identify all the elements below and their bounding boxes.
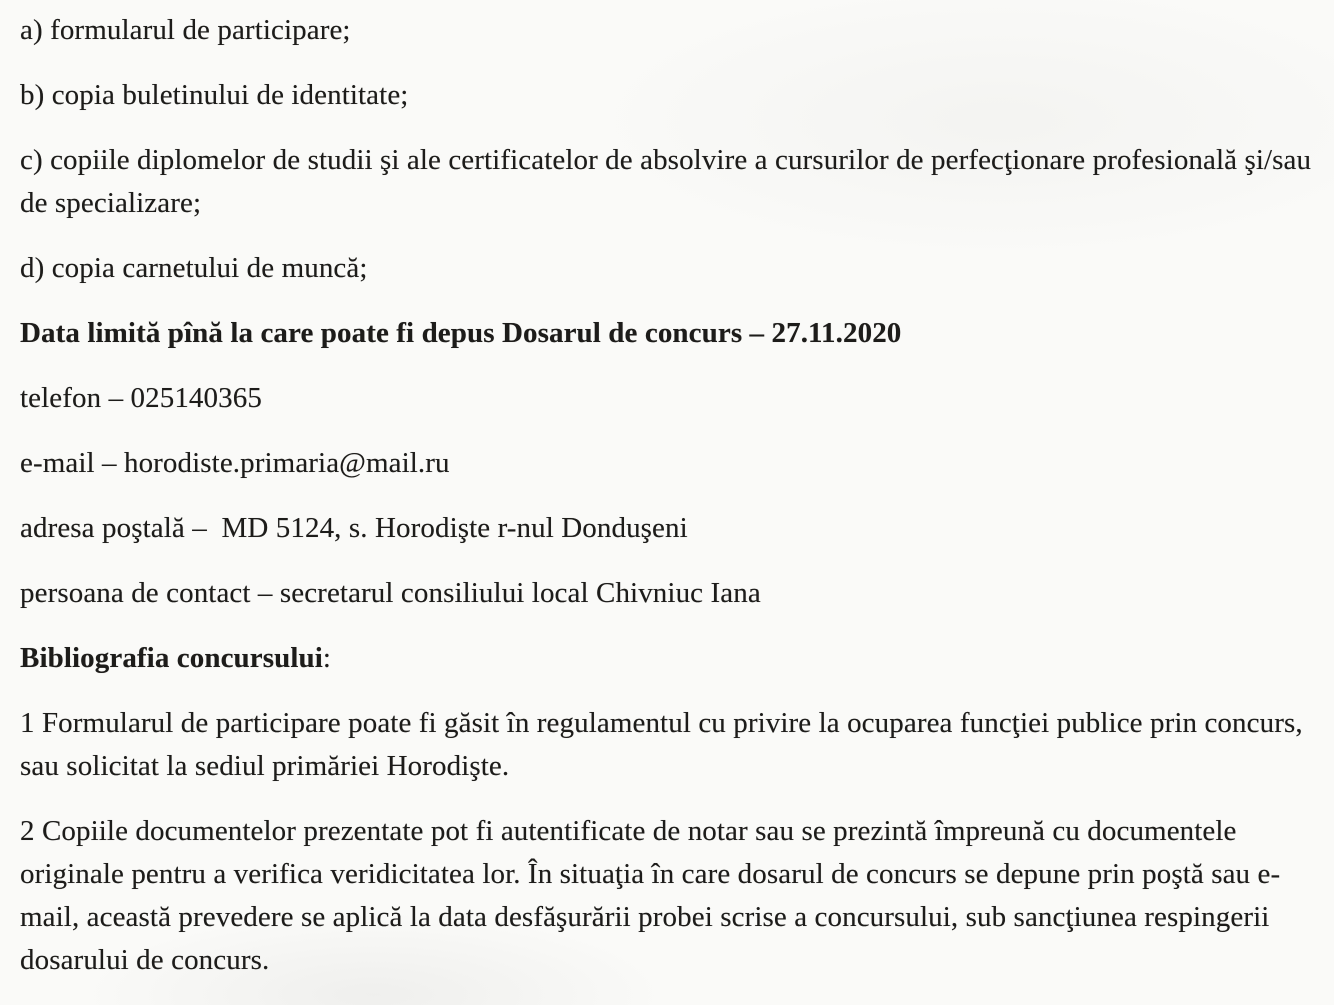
bibliography-heading-colon: : [322,642,332,674]
requirement-item-b: b) copia buletinului de identitate; [20,79,409,111]
contact-person-line: persoana de contact – secretarul consiliului local Chivniuc Iana [20,577,761,609]
requirement-item-d: d) copia carnetului de muncă; [20,252,368,284]
email-line: e-mail – horodiste.primaria@mail.ru [20,447,450,479]
phone-line: telefon – 025140365 [20,382,262,414]
note-2: 2 Copiile documentelor prezentate pot fi autentificate de notar sau se prezintă împreună cu documentele originale pentru a verifica veridicitatea lor. În situaţia în care dosarul de concurs se depune prin poştă sau e-mail, această prevedere se aplică la data desfăşurării probei scrise a concursului, sub sancţiunea respingerii dosarului de concurs. [20,815,1281,976]
bibliography-heading-bold: Bibliografia concursului [20,642,323,674]
requirement-item-c: c) copiile diplomelor de studii şi ale certificatelor de absolvire a cursurilor de perfecţionare profesională şi/sau de specializare; [20,144,1319,219]
requirement-item-a: a) formularul de participare; [20,14,351,46]
deadline-line: Data limită pînă la care poate fi depus Dosarul de concurs – 27.11.2020 [20,317,902,349]
postal-address-line: adresa poştală – MD 5124, s. Horodişte r-nul Donduşeni [20,512,688,544]
bibliography-heading [20,637,1312,680]
note-1: 1 Formularul de participare poate fi găsit în regulamentul cu privire la ocuparea funcţiei publice prin concurs, sau solicitat la sediul primăriei Horodişte. [20,707,1311,782]
